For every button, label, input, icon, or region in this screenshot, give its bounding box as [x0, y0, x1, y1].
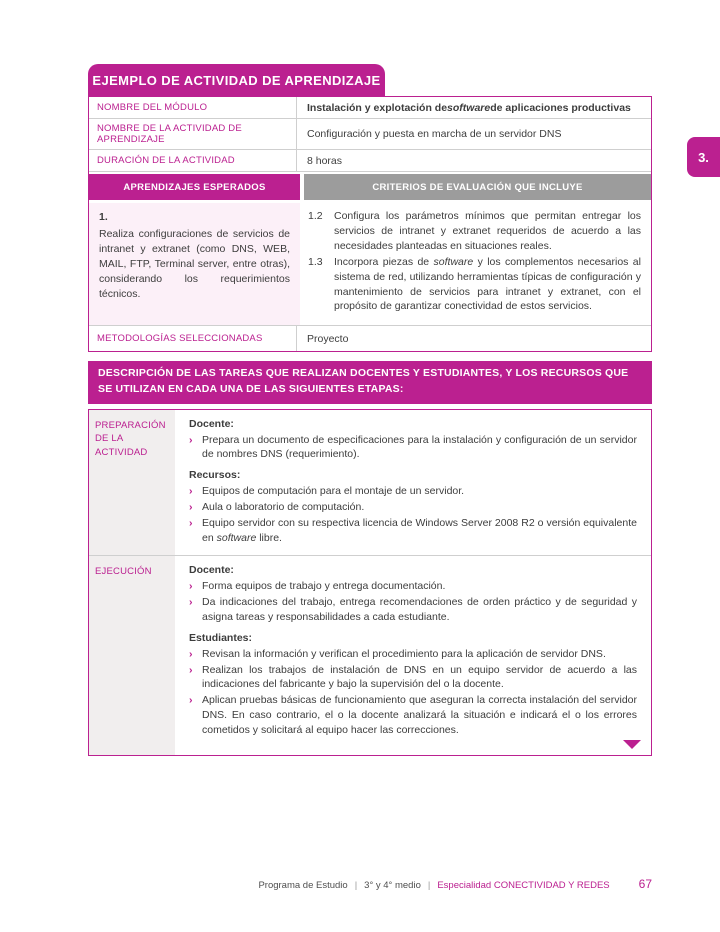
bullet-icon: ›: [189, 694, 193, 707]
aprendizajes-header: APRENDIZAJES ESPERADOS: [89, 174, 300, 200]
bullet-icon: ›: [189, 595, 193, 608]
continuation-arrow-icon: [623, 740, 641, 749]
footer-program: Programa de Estudio: [258, 880, 348, 891]
footer-separator: |: [427, 880, 431, 891]
aprendizaje-text: Realiza configuraciones de servicios de intranet y extranet (como DNS, WEB, MAIL, FTP, Terminal server, entre otras), considerando los requerimientos técnicos.: [99, 227, 290, 300]
list-item: [189, 500, 637, 515]
list-item: [189, 579, 637, 594]
criterio-text: Configura los parámetros mínimos que permitan entregar los servicios de intranet y extranet requeridos de acuerdo a las necesidades planteadas en situaciones reales.: [334, 210, 641, 252]
criterio-item: [308, 209, 641, 254]
criterio-number: 1.2: [308, 210, 323, 222]
info-label: NOMBRE DE LA ACTIVIDAD DE APRENDIZAJE: [89, 119, 297, 149]
list-item: [189, 663, 637, 693]
bullet-icon: ›: [189, 517, 193, 530]
aprendizaje-number: 1.: [99, 211, 108, 223]
page-footer: [88, 877, 652, 891]
page-number: 67: [638, 877, 652, 891]
metodologias-row: [89, 325, 651, 351]
metodologias-value: Proyecto: [307, 332, 349, 345]
list-item: [189, 484, 637, 499]
footer-separator: |: [354, 880, 358, 891]
info-label: NOMBRE DEL MÓDULO: [89, 97, 297, 118]
info-value: Instalación y explotación de software de aplicaciones productivas: [307, 101, 631, 114]
heading-recursos: Recursos:: [189, 469, 241, 482]
list-item-text: Aplican pruebas básicas de funcionamiento que aseguran la correcta instalación del servidor DNS. En caso contrario, el o la docente analizará la situación e indicará el o los errores cometidos y solicitará al equipo hacer las correcciones.: [202, 694, 637, 737]
list-item: [189, 433, 637, 463]
footer-grade: 3° y 4° medio: [364, 880, 421, 891]
heading-docente: Docente:: [189, 563, 234, 576]
list-item: [189, 647, 637, 662]
info-row-modulo: [89, 97, 651, 119]
list-item-text: Forma equipos de trabajo y entrega documentación.: [202, 579, 446, 592]
etapas-table: [88, 409, 652, 756]
info-row-duracion: [89, 150, 651, 172]
document-body: [88, 64, 652, 756]
etapa-row-preparacion: [89, 410, 651, 555]
column-headers: [89, 174, 651, 200]
info-label: DURACIÓN DE LA ACTIVIDAD: [89, 150, 297, 171]
bullet-icon: ›: [189, 501, 193, 514]
list-item-text: Equipo servidor con su respectiva licencia de Windows Server 2008 R2 o versión equivalente en software libre.: [202, 517, 637, 545]
etapa-row-ejecucion: [89, 555, 651, 755]
bullet-icon: ›: [189, 433, 193, 446]
criterios-header: CRITERIOS DE EVALUACIÓN QUE INCLUYE: [304, 174, 651, 200]
list-item-text: Aula o laboratorio de computación.: [202, 501, 365, 514]
list-item: [189, 595, 637, 625]
bullet-icon: ›: [189, 579, 193, 592]
etapa-label-ejecucion: EJECUCIÓN: [89, 556, 175, 755]
bullet-icon: ›: [189, 663, 193, 676]
aprendizajes-criterios-row: [89, 203, 651, 325]
bullet-icon: ›: [189, 647, 193, 660]
info-row-actividad: [89, 119, 651, 150]
criterio-item: [308, 255, 641, 315]
etapa-content-preparacion: [175, 410, 651, 555]
list-item: [189, 516, 637, 546]
list-item-text: Equipos de computación para el montaje de un servidor.: [202, 485, 465, 498]
list-item: [189, 693, 637, 738]
etapa-label-preparacion: PREPARACIÓN DE LA ACTIVIDAD: [89, 410, 175, 555]
footer-specialty: Especialidad CONECTIVIDAD Y REDES: [437, 880, 610, 891]
info-value: Configuración y puesta en marcha de un servidor DNS: [307, 128, 562, 140]
description-banner: DESCRIPCIÓN DE LAS TAREAS QUE REALIZAN DOCENTES Y ESTUDIANTES, Y LOS RECURSOS QUE SE UTILIZAN EN CADA UNA DE LAS SIGUIENTES ETAPAS:: [88, 361, 652, 404]
criterio-number: 1.3: [308, 255, 323, 268]
heading-estudiantes: Estudiantes:: [189, 631, 253, 644]
section-tab: 3.: [687, 137, 720, 177]
list-item-text: Revisan la información y verifican el procedimiento para la aplicación de servidor DNS.: [202, 647, 606, 660]
criterio-text: Incorpora piezas de software y los complementos necesarios al sistema de red, utilizando herramientas típicas de configuración y mantenimiento de servicios para intranet y extranet, con el propósito de garantizar conectividad de estos servicios.: [334, 255, 641, 313]
aprendizajes-cell: [89, 203, 300, 325]
heading-docente: Docente:: [189, 417, 234, 430]
metodologias-label: METODOLOGÍAS SELECCIONADAS: [89, 326, 297, 351]
page-title: EJEMPLO DE ACTIVIDAD DE APRENDIZAJE: [88, 64, 385, 96]
bullet-icon: ›: [189, 485, 193, 498]
list-item-text: Realizan los trabajos de instalación de DNS en un equipo servidor de acuerdo a las indicaciones del fabricante y bajo la supervisión del o la docente.: [202, 663, 637, 691]
info-value: 8 horas: [307, 154, 343, 167]
list-item-text: Prepara un documento de especificaciones para la instalación y configuración de un servidor de nombres DNS (requerimiento).: [202, 433, 637, 461]
info-table: [88, 96, 652, 352]
list-item-text: Da indicaciones del trabajo, entrega recomendaciones de orden práctico y de seguridad y asigna tareas y responsabilidades a cada estudiante.: [202, 595, 637, 623]
criterios-cell: [300, 203, 651, 325]
etapa-content-ejecucion: [175, 556, 651, 755]
